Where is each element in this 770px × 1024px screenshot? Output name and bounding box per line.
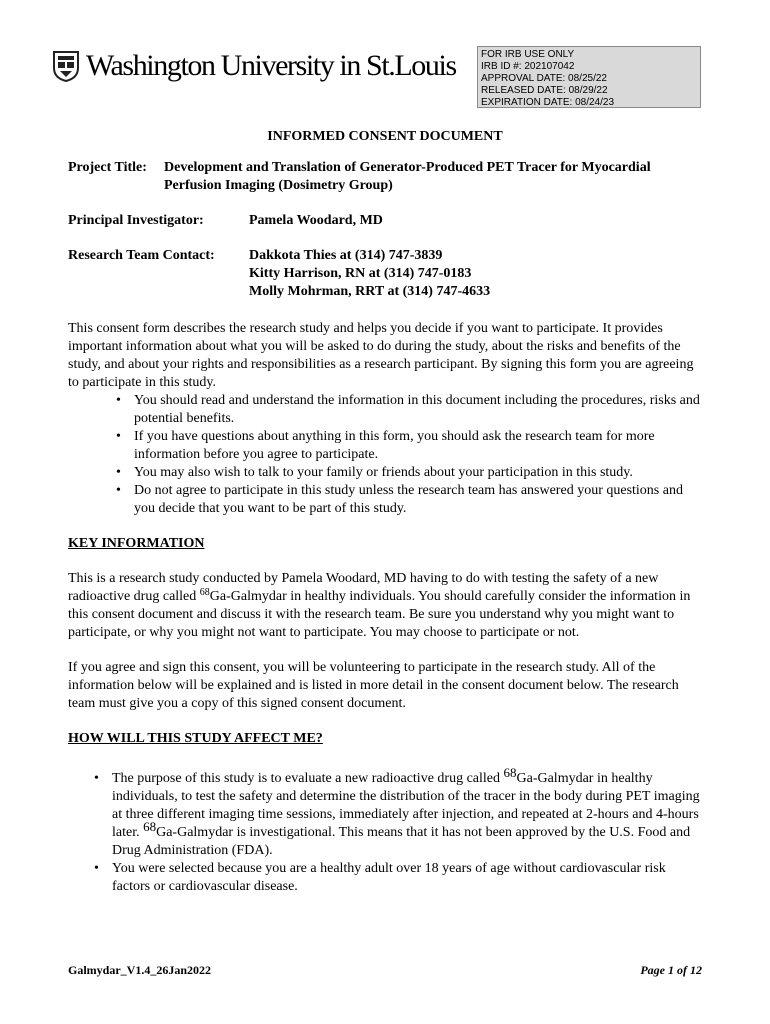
project-title-label: Project Title: [68,160,147,175]
text-segment: This is a research study conducted by Pamela Woodard, MD having to do with testing the safety of a new radioactive drug called [68,571,659,604]
team-label: Research Team Contact: [68,248,215,263]
pi-label: Principal Investigator: [68,213,204,228]
team-contacts [249,247,490,301]
irb-line: APPROVAL DATE: 08/25/22 [481,73,607,84]
text-segment: Ga-Galmydar is investigational. This means that it has not been approved by the U.S. Food and Drug Administration (FDA). [112,825,691,858]
irb-line: FOR IRB USE ONLY [481,49,575,60]
key-information-heading: KEY INFORMATION [68,536,205,551]
key-information-paragraph [68,570,702,642]
isotope-superscript: 68 [199,587,210,598]
page-footer [68,963,702,978]
irb-line: EXPIRATION DATE: 08/24/23 [481,97,615,108]
document-title: INFORMED CONSENT DOCUMENT [267,129,503,144]
list-item: • You were selected because you are a healthy adult over 18 years of age without cardiovascular risk factors or cardiovascular disease. [94,860,702,896]
project-title-line: Development and Translation of Generator-Produced PET Tracer for Myocardial [164,160,651,175]
university-logo [52,48,456,84]
project-title-row [68,159,702,195]
isotope-superscript: 68 [503,765,517,780]
logo-wordmark: Washington University in St.Louis [86,49,456,82]
list-item: • You may also wish to talk to your family or friends about your participation in this study. [116,464,702,482]
research-team-row [68,247,702,301]
pi-name: Pamela Woodard, MD [249,213,383,228]
text-segment: Ga-Galmydar in healthy individuals. You should carefully consider the information in this consent document and discuss it with the research team. Be sure you understand why you might want to participate, or why you might not want to participate. You may choose to participate or not. [68,589,691,640]
intro-paragraph: This consent form describes the research study and helps you decide if you want to participate. It provides important information about what you will be asked to do during the study, about the risks and benefits of the study, and about your rights and responsibilities as a research participant. By signing this form you are agreeing to participate in this study. [68,321,694,390]
project-title-value [164,159,651,195]
team-contact: Kitty Harrison, RN at (314) 747-0183 [249,266,472,281]
page-number: Page 1 of 12 [640,963,702,977]
list-item: • If you have questions about anything in this form, you should ask the research team for more information before you agree to participate. [116,428,702,464]
irb-line: RELEASED DATE: 08/29/22 [481,85,608,96]
text-segment: Ga-Galmydar in healthy individuals, to test the safety and determine the distribution of the tracer in the body during PET imaging at three different imaging time sessions, immediately after injection, and repeated at 2-hours and 4-hours later. [112,771,700,840]
irb-line: IRB ID #: 202107042 [481,61,575,72]
version-label: Galmydar_V1.4_26Jan2022 [68,963,212,977]
how-affect-heading: HOW WILL THIS STUDY AFFECT ME? [68,731,323,746]
team-contact: Molly Mohrman, RRT at (314) 747-4633 [249,284,491,299]
list-item: • You should read and understand the information in this document including the procedures, risks and potential benefits. [116,392,702,428]
text-segment: The purpose of this study is to evaluate a new radioactive drug called [112,771,504,786]
intro-bullet-list [68,392,702,518]
university-seal-icon [52,50,80,82]
isotope-superscript: 68 [143,819,157,834]
irb-stamp-box [477,46,701,108]
how-affect-bullet-list [68,765,702,896]
team-contact: Dakkota Thies at (314) 747-3839 [249,248,443,263]
document-body [68,128,702,896]
list-item [94,765,702,860]
principal-investigator-row [68,212,702,230]
project-title-line: Perfusion Imaging (Dosimetry Group) [164,178,393,193]
list-item: • Do not agree to participate in this study unless the research team has answered your questions and you decide that you want to be part of this study. [116,482,702,518]
agreement-paragraph: If you agree and sign this consent, you will be volunteering to participate in the research study. All of the information below will be explained and is listed in more detail in the consent document below. The research team must give you a copy of this signed consent document. [68,660,679,711]
